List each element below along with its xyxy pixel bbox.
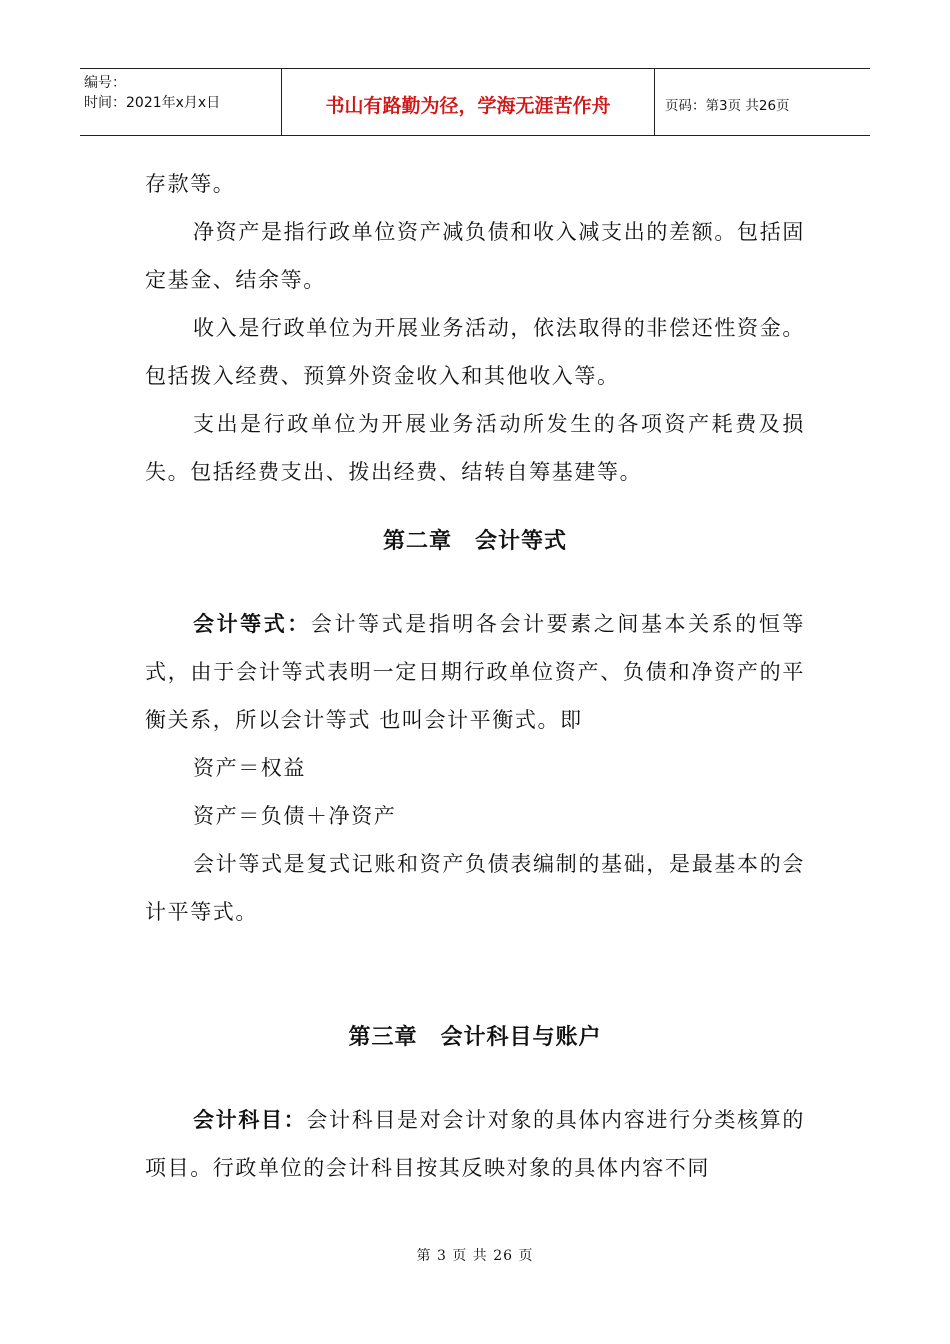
paragraph: 会计等式是复式记账和资产负债表编制的基础，是最基本的会计平等式。 bbox=[145, 852, 805, 924]
header-time-label: 时间：2021年x月x日 bbox=[84, 95, 221, 111]
chapter-heading: 第三章 会计科目与账户 bbox=[348, 1025, 602, 1050]
paragraph bbox=[145, 1096, 805, 1192]
equation-line: 资产＝权益 bbox=[193, 756, 306, 780]
header-number-label: 编号： bbox=[84, 75, 126, 91]
paragraph-text: 会计等式是指明各会计要素之间基本关系的恒等式，由于会计等式表明一定日期行政单位资产、负债和净资产的平衡关系，所以会计等式 也叫会计平衡式。即 bbox=[145, 612, 806, 732]
paragraph: 净资产是指行政单位资产减负债和收入减支出的差额。包括固定基金、结余等。 bbox=[145, 220, 805, 292]
term-label: 会计科目： bbox=[193, 1108, 307, 1132]
paragraph: 支出是行政单位为开展业务活动所发生的各项资产耗费及损失。包括经费支出、拨出经费、结转自筹基建等。 bbox=[145, 412, 805, 484]
term-label: 会计等式： bbox=[193, 612, 311, 636]
header-page-info: 页码：第3页 共26页 bbox=[665, 98, 790, 114]
equation-line: 资产＝负债＋净资产 bbox=[193, 804, 397, 828]
chapter-heading: 第二章 会计等式 bbox=[382, 529, 567, 554]
header-meta-cell bbox=[80, 69, 282, 135]
paragraph-text: 会计科目是对会计对象的具体内容进行分类核算的项目。行政单位的会计科目按其反映对象的具体内容不同 bbox=[145, 1108, 806, 1180]
paragraph bbox=[145, 600, 805, 744]
paragraph: 收入是行政单位为开展业务活动，依法取得的非偿还性资金。包括拨入经费、预算外资金收入和其他收入等。 bbox=[145, 316, 805, 388]
document-body bbox=[145, 160, 805, 1192]
paragraph: 存款等。 bbox=[145, 172, 236, 196]
page-header bbox=[80, 68, 870, 136]
header-motto: 书山有路勤为径，学海无涯苦作舟 bbox=[282, 69, 655, 135]
page-footer: 第 3 页 共 26 页 bbox=[416, 1248, 534, 1264]
